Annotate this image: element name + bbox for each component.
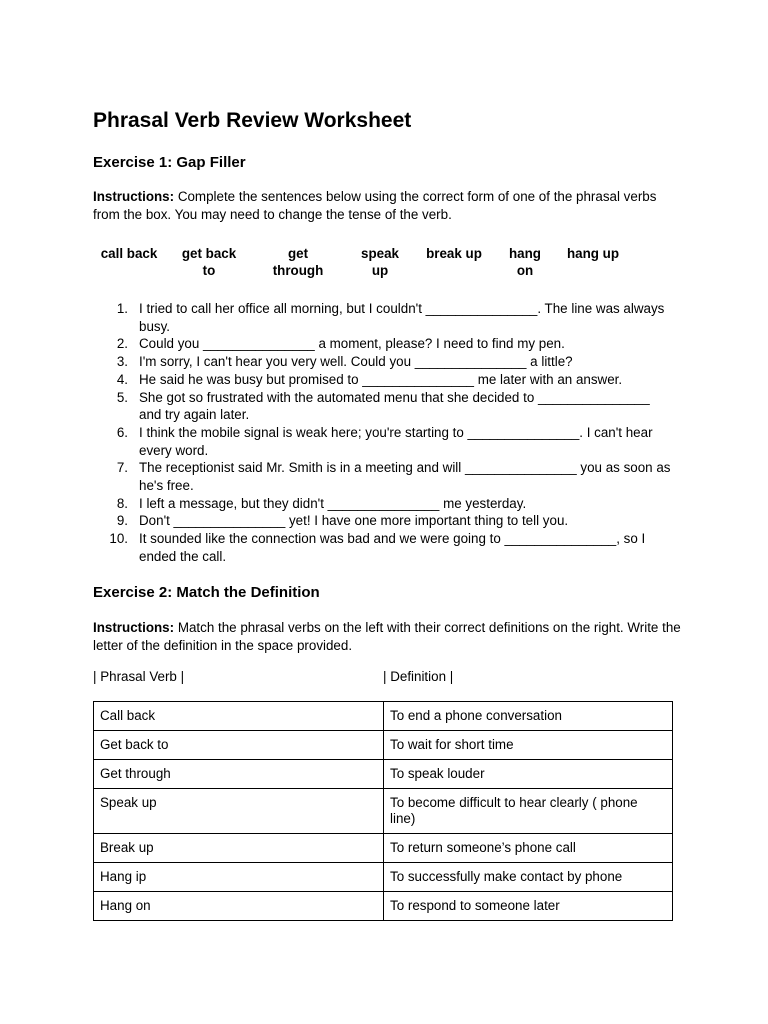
sentence-list [100, 300, 675, 566]
instructions-text: Match the phrasal verbs on the left with their correct definitions on the right. Write the letter of the definition in the space provided. [93, 620, 681, 653]
definition-cell: To end a phone conversation [384, 702, 673, 731]
column-header-phrasal-verb: | Phrasal Verb | [93, 669, 185, 684]
table-row [94, 760, 673, 789]
page-title: Phrasal Verb Review Worksheet [93, 109, 412, 132]
list-item: 4. He said he was busy but promised to _______________ me later with an answer. [116, 371, 623, 387]
list-item: 9. Don't _______________ yet! I have one more important thing to tell you. [116, 513, 569, 529]
exercise2-heading: Exercise 2: Match the Definition [93, 584, 320, 601]
definition-table [93, 701, 673, 921]
list-item: 10. It sounded like the connection was bad and we were going to _______________, so I ended the call. [109, 531, 646, 564]
word-hang-on: hang on [509, 246, 541, 278]
verb-cell: Hang on [94, 892, 384, 921]
list-item: 2. Could you _______________ a moment, please? I need to find my pen. [116, 336, 565, 352]
exercise2-instructions [93, 619, 683, 654]
definition-cell: To become difficult to hear clearly ( phone line) [384, 789, 673, 834]
exercise1-heading: Exercise 1: Gap Filler [93, 154, 246, 171]
verb-cell: Get through [94, 760, 384, 789]
instructions-text: Complete the sentences below using the correct form of one of the phrasal verbs from the box. You may need to change the tense of the verb. [93, 189, 657, 222]
word-hang-up: hang up [566, 246, 620, 261]
verb-cell: Speak up [94, 789, 384, 834]
definition-cell: To wait for short time [384, 731, 673, 760]
word-break-up: break up [426, 246, 482, 261]
instructions-label: Instructions: [93, 620, 175, 635]
column-header-definition: | Definition | [383, 669, 454, 684]
list-item: 6. I think the mobile signal is weak here; you're starting to _______________. I can't hear every word. [116, 424, 653, 458]
exercise1-instructions [93, 188, 683, 223]
definition-cell: To successfully make contact by phone [384, 863, 673, 892]
verb-cell: Break up [94, 834, 384, 863]
word-get-back-to: get back to [181, 246, 237, 278]
list-item: 3. I'm sorry, I can't hear you very well. Could you _______________ a little? [116, 354, 573, 370]
word-get-through: get through [272, 246, 324, 278]
list-item: 5. She got so frustrated with the automated menu that she decided to _______________ and try again later. [116, 389, 650, 423]
table-row [94, 892, 673, 921]
table-row [94, 731, 673, 760]
table-row [94, 702, 673, 731]
verb-cell: Call back [94, 702, 384, 731]
table-row [94, 789, 673, 834]
definition-cell: To respond to someone later [384, 892, 673, 921]
table-row [94, 863, 673, 892]
definition-cell: To speak louder [384, 760, 673, 789]
table-row [94, 834, 673, 863]
instructions-label: Instructions: [93, 189, 175, 204]
word-speak-up: speak up [361, 246, 399, 278]
list-item: 8. I left a message, but they didn't _______________ me yesterday. [116, 495, 527, 511]
verb-cell: Hang ip [94, 863, 384, 892]
definition-cell: To return someone’s phone call [384, 834, 673, 863]
word-call-back: call back [100, 246, 158, 261]
verb-cell: Get back to [94, 731, 384, 760]
list-item: 7. The receptionist said Mr. Smith is in a meeting and will _______________ you as soon as he's free. [116, 460, 671, 494]
list-item: 1. I tried to call her office all morning, but I couldn't _______________. The line was always busy. [116, 301, 665, 334]
